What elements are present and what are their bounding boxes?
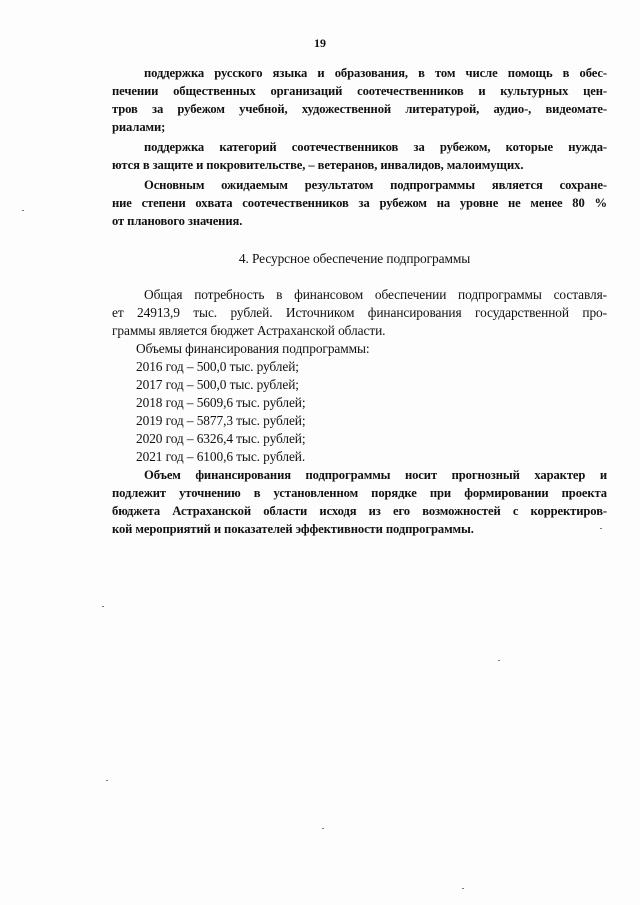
text-line: граммы является бюджет Астраханской области. [112, 323, 386, 338]
funding-year-line: 2019 год – 5877,3 тыс. рублей; [136, 413, 306, 428]
scan-speck [322, 828, 324, 829]
page-number: 19 [314, 36, 326, 50]
paragraph-funding-need [112, 286, 607, 340]
text-line: кой мероприятий и показателей эффективности подпрограммы. [112, 522, 474, 536]
text-line: риалами; [112, 120, 166, 134]
scan-speck [106, 780, 108, 781]
text-line: Общая потребность в финансовом обеспечении подпрограммы составля- [144, 287, 607, 302]
funding-year-line: 2016 год – 500,0 тыс. рублей; [136, 359, 299, 374]
text-line: поддержка русского языка и образования, в том числе помощь в обес- [144, 66, 607, 80]
text-line: подлежит уточнению в установленном порядке при формировании проекта [112, 486, 607, 500]
scan-speck [462, 888, 464, 889]
scan-speck [498, 660, 500, 661]
section-heading: 4. Ресурсное обеспечение подпрограммы [238, 251, 471, 266]
paragraph-expected-result [112, 176, 607, 230]
document-body [112, 64, 607, 538]
text-line: ются в защите и покровительстве, – ветеранов, инвалидов, малоимущих. [112, 158, 524, 172]
text-line: поддержка категорий соотечественников за рубежом, которые нужда- [144, 140, 607, 154]
text-line: тров за рубежом учебной, художественной литературой, аудио-, видеомате- [112, 102, 607, 116]
text-line: ет 24913,9 тыс. рублей. Источником финансирования государственной про- [112, 305, 607, 320]
paragraph-compatriot-categories [112, 138, 607, 174]
text-line: бюджета Астраханской области исходя из его возможностей с корректиров- [112, 504, 607, 518]
text-line: Основным ожидаемым результатом подпрограммы является сохране- [144, 178, 607, 192]
scan-speck [22, 210, 24, 211]
scan-speck [102, 606, 104, 607]
funding-year-line: 2020 год – 6326,4 тыс. рублей; [136, 431, 306, 446]
scan-speck [600, 528, 602, 529]
text-line: Объем финансирования подпрограммы носит прогнозный характер и [144, 468, 607, 482]
paragraph-russian-language-support [112, 64, 607, 136]
funding-year-line: 2021 год – 6100,6 тыс. рублей. [136, 449, 306, 464]
text-line: ние степени охвата соотечественников за рубежом на уровне не менее 80 % [112, 196, 607, 210]
paragraph-funding-forecast [112, 466, 607, 538]
funding-year-line: 2017 год – 500,0 тыс. рублей; [136, 377, 299, 392]
text-line: от планового значения. [112, 214, 243, 228]
text-line: печении общественных организаций соотечественников и культурных цен- [112, 84, 607, 98]
funding-year-line: 2018 год – 5609,6 тыс. рублей; [136, 395, 306, 410]
funding-volumes-intro: Объемы финансирования подпрограммы: [136, 341, 370, 356]
